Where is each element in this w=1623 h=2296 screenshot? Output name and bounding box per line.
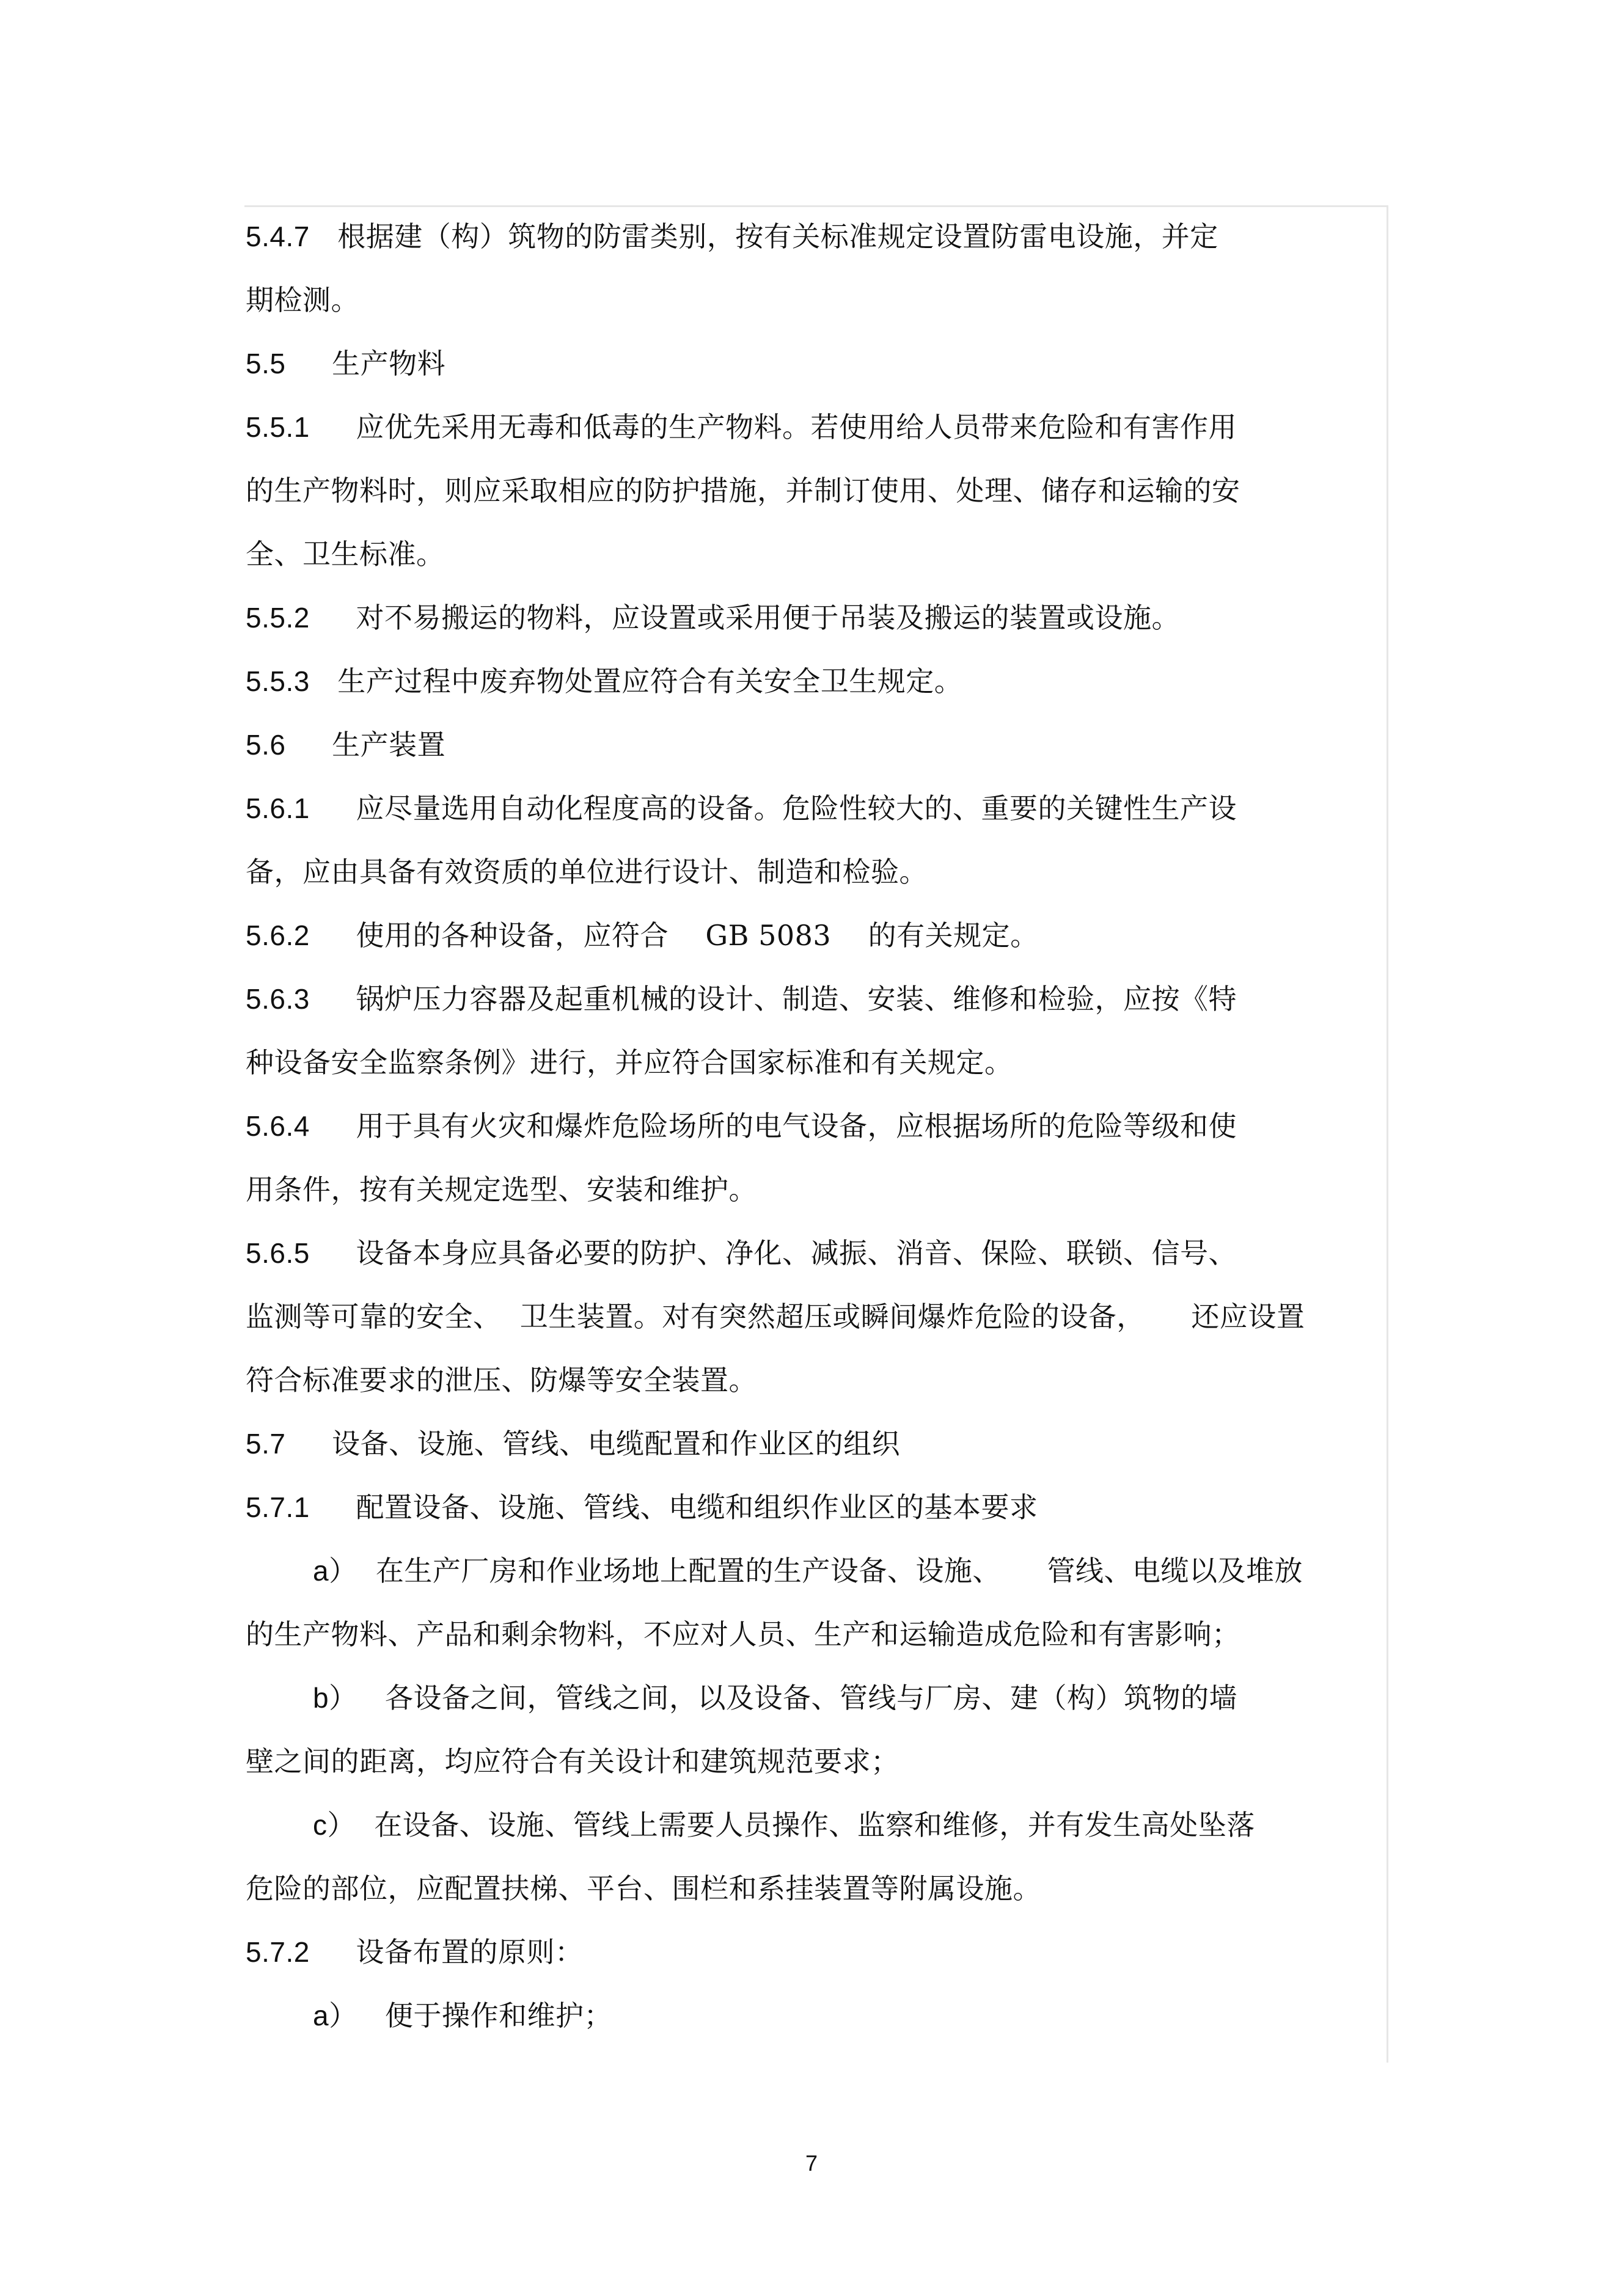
clause-number: 5.7: [246, 1428, 286, 1460]
clause-gap: [310, 601, 356, 634]
clause-gap: [310, 1110, 356, 1143]
text-line: [246, 279, 359, 321]
text-line: [246, 469, 1240, 512]
text-line: [246, 1168, 757, 1211]
clause-text: 壁之间的距离，均应符合有关设计和建筑规范要求；: [246, 1745, 899, 1778]
clause-text: 对不易搬运的物料，应设置或采用便于吊装及搬运的装置或设施。: [356, 601, 1180, 634]
text-line: [246, 978, 1237, 1020]
clause-number: 5.4.7: [246, 221, 310, 252]
clause-number: 5.7.1: [246, 1491, 310, 1523]
clause-gap: [310, 411, 356, 444]
page-number: 7: [805, 2151, 818, 2176]
clause-number: 5.6.3: [246, 983, 310, 1015]
clause-text: 在设备、设施、管线上需要人员操作、监察和维修，并有发生高处坠落: [374, 1808, 1255, 1841]
text-line: [246, 1041, 1013, 1084]
clause-number: 5.5.2: [246, 602, 310, 634]
text-line: [246, 1422, 900, 1465]
text-line: [313, 1549, 1303, 1592]
clause-text: 根据建（构）筑物的防雷类别，按有关标准规定设置防雷电设施，并定: [337, 220, 1218, 253]
text-line: [246, 533, 445, 576]
clause-text: 设备、设施、管线、电缆配置和作业区的组织: [332, 1427, 901, 1460]
clause-text: 监测等可靠的安全、 卫生装置。对有突然超压或瞬间爆炸危险的设备， 还应设置: [246, 1300, 1305, 1333]
clause-text: 设备本身应具备必要的防护、净化、减振、消音、保险、联锁、信号、: [356, 1237, 1237, 1270]
text-line: [246, 1232, 1237, 1274]
clause-gap: [310, 1936, 356, 1969]
clause-gap: [310, 1237, 356, 1270]
clause-gap: [357, 1554, 376, 1587]
text-line: [313, 1804, 1255, 1846]
clause-gap: [357, 1999, 385, 2032]
clause-text: 种设备安全监察条例》进行，并应符合国家标准和有关规定。: [246, 1046, 1013, 1079]
clause-text: 设备布置的原则：: [356, 1936, 584, 1969]
clause-text: 的生产物料、产品和剩余物料，不应对人员、生产和运输造成危险和有害影响；: [246, 1618, 1240, 1651]
clause-gap: [285, 728, 332, 761]
clause-number: 5.7.2: [246, 1936, 310, 1968]
clause-gap: [357, 1681, 385, 1714]
text-line: [313, 1994, 612, 2037]
clause-number: a）: [313, 2000, 357, 2031]
text-line: [246, 342, 445, 385]
clause-text: 的生产物料时，则应采取相应的防护措施，并制订使用、处理、储存和运输的安: [246, 474, 1240, 507]
text-line: [246, 1359, 757, 1402]
clause-number: c）: [313, 1809, 356, 1841]
clause-text: 用于具有火灾和爆炸危险场所的电气设备，应根据场所的危险等级和使: [356, 1110, 1237, 1143]
text-line: [246, 787, 1237, 830]
clause-text: 应尽量选用自动化程度高的设备。危险性较大的、重要的关键性生产设: [356, 792, 1237, 825]
clause-gap: [310, 919, 356, 952]
clause-number: b）: [313, 1682, 357, 1714]
text-line: [246, 1931, 583, 1973]
clause-number: 5.5.1: [246, 411, 310, 443]
clause-text: 危险的部位，应配置扶梯、平台、围栏和系挂装置等附属设施。: [246, 1872, 1041, 1905]
clause-gap: [310, 792, 356, 825]
clause-text: 使用的各种设备，应符合 GB 5083 的有关规定。: [356, 919, 1039, 952]
text-line: [246, 596, 1180, 639]
text-line: [246, 406, 1237, 448]
clause-text: 各设备之间，管线之间，以及设备、管线与厂房、建（构）筑物的墙: [384, 1681, 1237, 1714]
text-line: [313, 1676, 1237, 1719]
text-line: [246, 1486, 1038, 1529]
clause-text: 全、卫生标准。: [246, 538, 445, 571]
clause-text: 应优先采用无毒和低毒的生产物料。若使用给人员带来危险和有害作用: [356, 411, 1237, 444]
clause-gap: [285, 347, 332, 380]
clause-text: 期检测。: [246, 283, 359, 316]
clause-number: 5.6.2: [246, 919, 310, 951]
clause-text: 配置设备、设施、管线、电缆和组织作业区的基本要求: [356, 1491, 1038, 1524]
clause-text: 生产装置: [332, 728, 446, 761]
clause-text: 用条件，按有关规定选型、安装和维护。: [246, 1173, 757, 1206]
clause-number: 5.6: [246, 729, 286, 761]
text-line: [246, 1867, 1041, 1910]
text-line: [246, 1740, 899, 1783]
clause-gap: [356, 1808, 374, 1841]
clause-gap: [310, 220, 337, 253]
text-line: [246, 1295, 1305, 1338]
clause-number: 5.5.3: [246, 665, 310, 697]
clause-number: 5.6.5: [246, 1237, 310, 1269]
clause-number: 5.5: [246, 348, 286, 379]
text-line: [246, 1613, 1240, 1656]
clause-gap: [310, 665, 337, 698]
clause-text: 符合标准要求的泄压、防爆等安全装置。: [246, 1364, 757, 1397]
clause-text: 生产物料: [332, 347, 446, 380]
clause-text: 在生产厂房和作业场地上配置的生产设备、设施、 管线、电缆以及堆放: [375, 1554, 1303, 1587]
clause-gap: [310, 1491, 356, 1524]
clause-text: 便于操作和维护；: [384, 1999, 612, 2032]
clause-number: a）: [313, 1555, 357, 1587]
clause-gap: [310, 982, 356, 1015]
clause-text: 备，应由具备有效资质的单位进行设计、制造和检验。: [246, 855, 928, 888]
text-line: [246, 660, 962, 703]
text-line: [246, 1105, 1237, 1147]
clause-gap: [285, 1427, 332, 1460]
clause-number: 5.6.1: [246, 792, 310, 824]
clause-text: 生产过程中废弃物处置应符合有关安全卫生规定。: [337, 665, 963, 698]
text-line: [246, 914, 1039, 957]
text-line: [246, 850, 928, 893]
text-line: [246, 215, 1218, 258]
clause-number: 5.6.4: [246, 1110, 310, 1142]
text-line: [246, 723, 445, 766]
clause-text: 锅炉压力容器及起重机械的设计、制造、安装、维修和检验，应按《特: [356, 982, 1237, 1015]
